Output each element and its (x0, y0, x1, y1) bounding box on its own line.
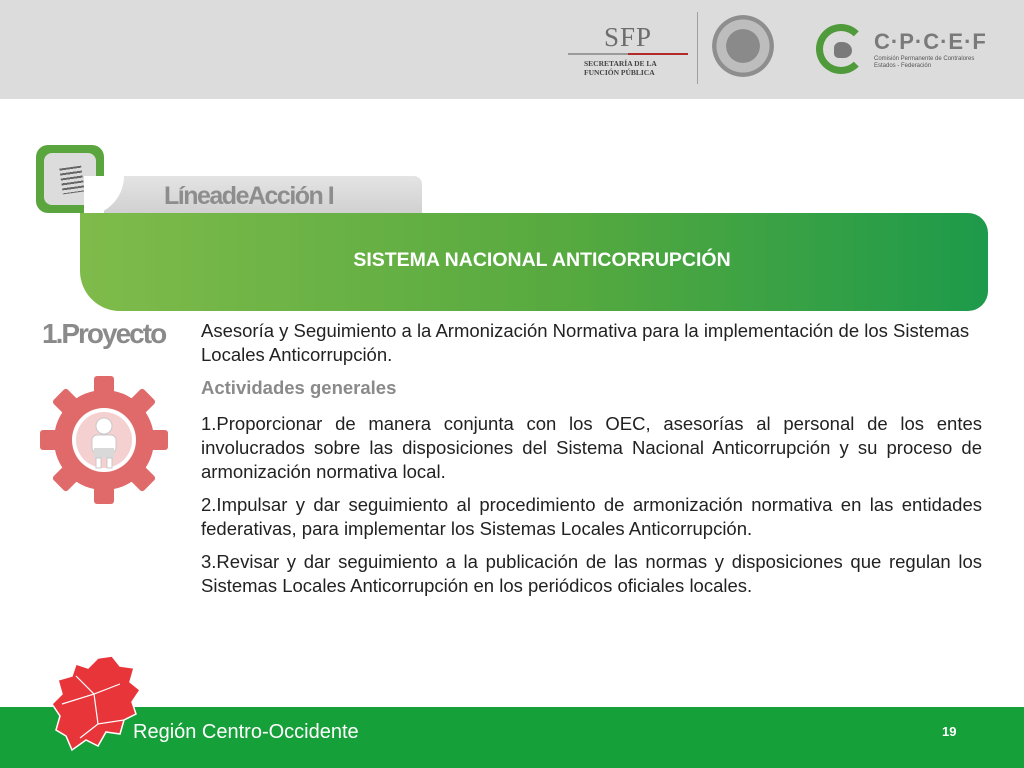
page-number: 19 (942, 724, 957, 739)
document-icon (59, 166, 84, 195)
gear-person-icon (38, 374, 170, 506)
mexico-seal-logo (712, 15, 774, 77)
cpcef-emblem-icon (816, 24, 866, 74)
proyecto-content (201, 319, 982, 607)
header-divider (697, 12, 698, 84)
proyecto-label: 1.Proyecto (42, 318, 166, 349)
banner-title: SISTEMA NACIONAL ANTICORRUPCIÓN (353, 249, 731, 271)
proyecto-description: Asesoría y Seguimiento a la Armonización Normativa para la implementación de los Sistemas Locales Anticorrupción. (201, 320, 970, 365)
activity-item-2: 2.Impulsar y dar seguimiento al procedimiento de armonización normativa en las entidades federativas, para implementar los Sistemas Locales Anticorrupción. (201, 494, 982, 539)
activity-item-1: 1.Proporcionar de manera conjunta con los OEC, asesorías al personal de los entes involucrados sobre las disposiciones del Sistema Nacional Anticorrupción y su proceso de armonización normativa local. (201, 413, 982, 482)
sfp-logo (568, 22, 688, 82)
activities-heading: Actividades generales (201, 377, 397, 398)
activity-item-3: 3.Revisar y dar seguimiento a la publicación de las normas y disposiciones que regulan los Sistemas Locales Anticorrupción en los periódicos oficiales locales. (201, 551, 982, 596)
cpcef-logo-subtitle: Comisión Permanente de Contralores Estados - Federación (874, 56, 975, 69)
sfp-logo-text: SFP (604, 22, 653, 52)
cpcef-logo-text: C·P·C·E·F (874, 29, 987, 54)
sfp-logo-subtitle: SECRETARÍA DE LA FUNCIÓN PÚBLICA (584, 59, 657, 77)
section-tab-label: LíneadeAcción I (164, 182, 334, 210)
footer-region-label: Región Centro-Occidente (133, 721, 359, 743)
region-map-icon (50, 654, 142, 754)
header-bar (0, 0, 1024, 99)
section-banner (80, 213, 988, 311)
cpcef-logo (816, 24, 996, 76)
sfp-logo-divider (568, 53, 688, 55)
